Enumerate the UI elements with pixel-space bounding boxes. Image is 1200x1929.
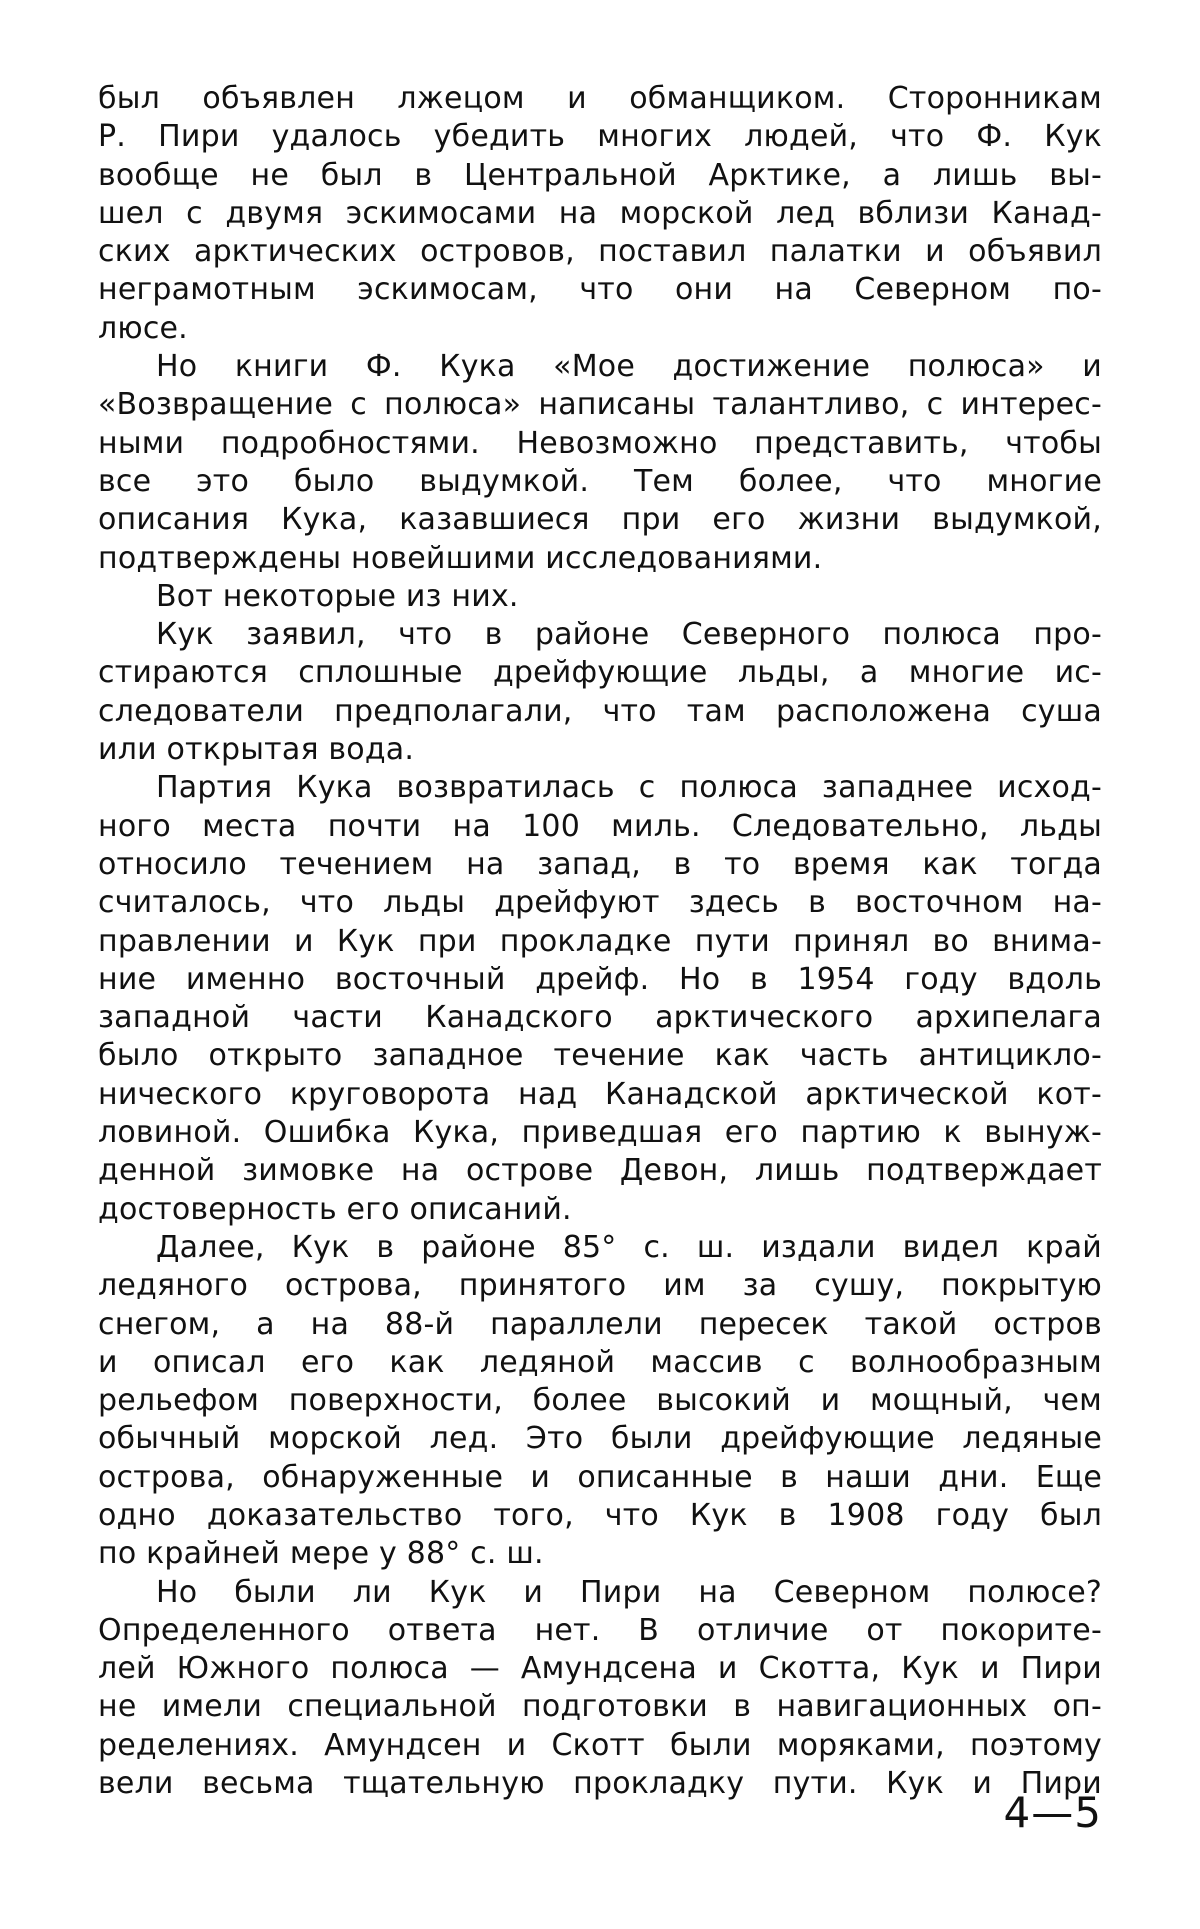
text-line-35: рельефом поверхности, более высокий и мощный, чем	[98, 1383, 1102, 1419]
text-line-42: лей Южного полюса — Амундсена и Скотта, Кук и Пири	[98, 1651, 1102, 1687]
text-line-31: Далее, Кук в районе 85° с. ш. издали видел край	[156, 1229, 1102, 1265]
text-line-10: ными подробностями. Невозможно представить, чтобы	[98, 425, 1102, 461]
text-line-25: западной части Канадского арктического архипелага	[98, 1000, 1102, 1036]
text-line-17: следователи предполагали, что там расположена суша	[98, 693, 1102, 729]
text-line-23: правлении и Кук при прокладке пути принял во внима-	[98, 923, 1102, 959]
text-line-14: Вот некоторые из них.	[156, 578, 519, 614]
text-line-26: было открыто западное течение как часть антицикло-	[98, 1038, 1102, 1074]
text-line-15: Кук заявил, что в районе Северного полюса про-	[156, 617, 1102, 653]
text-line-9: «Возвращение с полюса» написаны талантливо, с интерес-	[98, 387, 1102, 423]
text-line-28: ловиной. Ошибка Кука, приведшая его партию к вынуж-	[98, 1115, 1102, 1151]
text-line-44: ределениях. Амундсен и Скотт были моряками, поэтому	[98, 1727, 1102, 1763]
text-line-45: вели весьма тщательную прокладку пути. Кук и Пири	[98, 1766, 1102, 1802]
text-line-4: шел с двумя эскимосами на морской лед вблизи Канад-	[98, 195, 1102, 231]
text-line-37: острова, обнаруженные и описанные в наши дни. Еще	[98, 1459, 1102, 1495]
text-line-29: денной зимовке на острове Девон, лишь подтверждает	[98, 1153, 1102, 1189]
document-page	[98, 80, 1102, 1929]
text-line-38: одно доказательство того, что Кук в 1908 году был	[98, 1497, 1102, 1533]
text-line-19: Партия Кука возвратилась с полюса западнее исход-	[156, 770, 1102, 806]
text-line-18: или открытая вода.	[98, 732, 415, 768]
text-line-12: описания Кука, казавшиеся при его жизни выдумкой,	[98, 502, 1102, 538]
text-line-3: вообще не был в Центральной Арктике, а лишь вы-	[98, 157, 1102, 193]
text-line-20: ного места почти на 100 миль. Следовательно, льды	[98, 808, 1102, 844]
text-line-32: ледяного острова, принятого им за сушу, покрытую	[98, 1268, 1102, 1304]
text-line-1: был объявлен лжецом и обманщиком. Сторонникам	[98, 81, 1102, 116]
page-number: 4—5	[1003, 1788, 1102, 1837]
text-line-43: не имели специальной подготовки в навигационных оп-	[98, 1689, 1102, 1725]
text-line-24: ние именно восточный дрейф. Но в 1954 году вдоль	[98, 961, 1102, 997]
text-line-5: ских арктических островов, поставил палатки и объявил	[98, 234, 1102, 270]
text-line-8: Но книги Ф. Кука «Мое достижение полюса» и	[156, 349, 1102, 385]
text-line-11: все это было выдумкой. Тем более, что многие	[98, 463, 1102, 499]
text-line-41: Определенного ответа нет. В отличие от покорите-	[98, 1612, 1102, 1648]
text-line-21: относило течением на запад, в то время как тогда	[98, 846, 1102, 882]
text-line-33: снегом, а на 88-й параллели пересек такой остров	[98, 1306, 1102, 1342]
text-line-30: достоверность его описаний.	[98, 1191, 572, 1227]
text-line-2: Р. Пири удалось убедить многих людей, что Ф. Кук	[98, 119, 1102, 155]
text-line-16: стираются сплошные дрейфующие льды, а многие ис-	[98, 655, 1102, 691]
text-line-13: подтверждены новейшими исследованиями.	[98, 540, 823, 576]
text-line-22: считалось, что льды дрейфуют здесь в восточном на-	[98, 885, 1102, 921]
text-line-27: нического круговорота над Канадской арктической кот-	[98, 1076, 1102, 1112]
text-line-6: неграмотным эскимосам, что они на Северном по-	[98, 272, 1102, 308]
text-line-36: обычный морской лед. Это были дрейфующие ледяные	[98, 1421, 1102, 1457]
text-line-39: по крайней мере у 88° с. ш.	[98, 1536, 544, 1572]
text-line-34: и описал его как ледяной массив с волнообразным	[98, 1344, 1102, 1380]
text-line-40: Но были ли Кук и Пири на Северном полюсе?	[156, 1574, 1102, 1610]
text-line-7: люсе.	[98, 310, 188, 346]
